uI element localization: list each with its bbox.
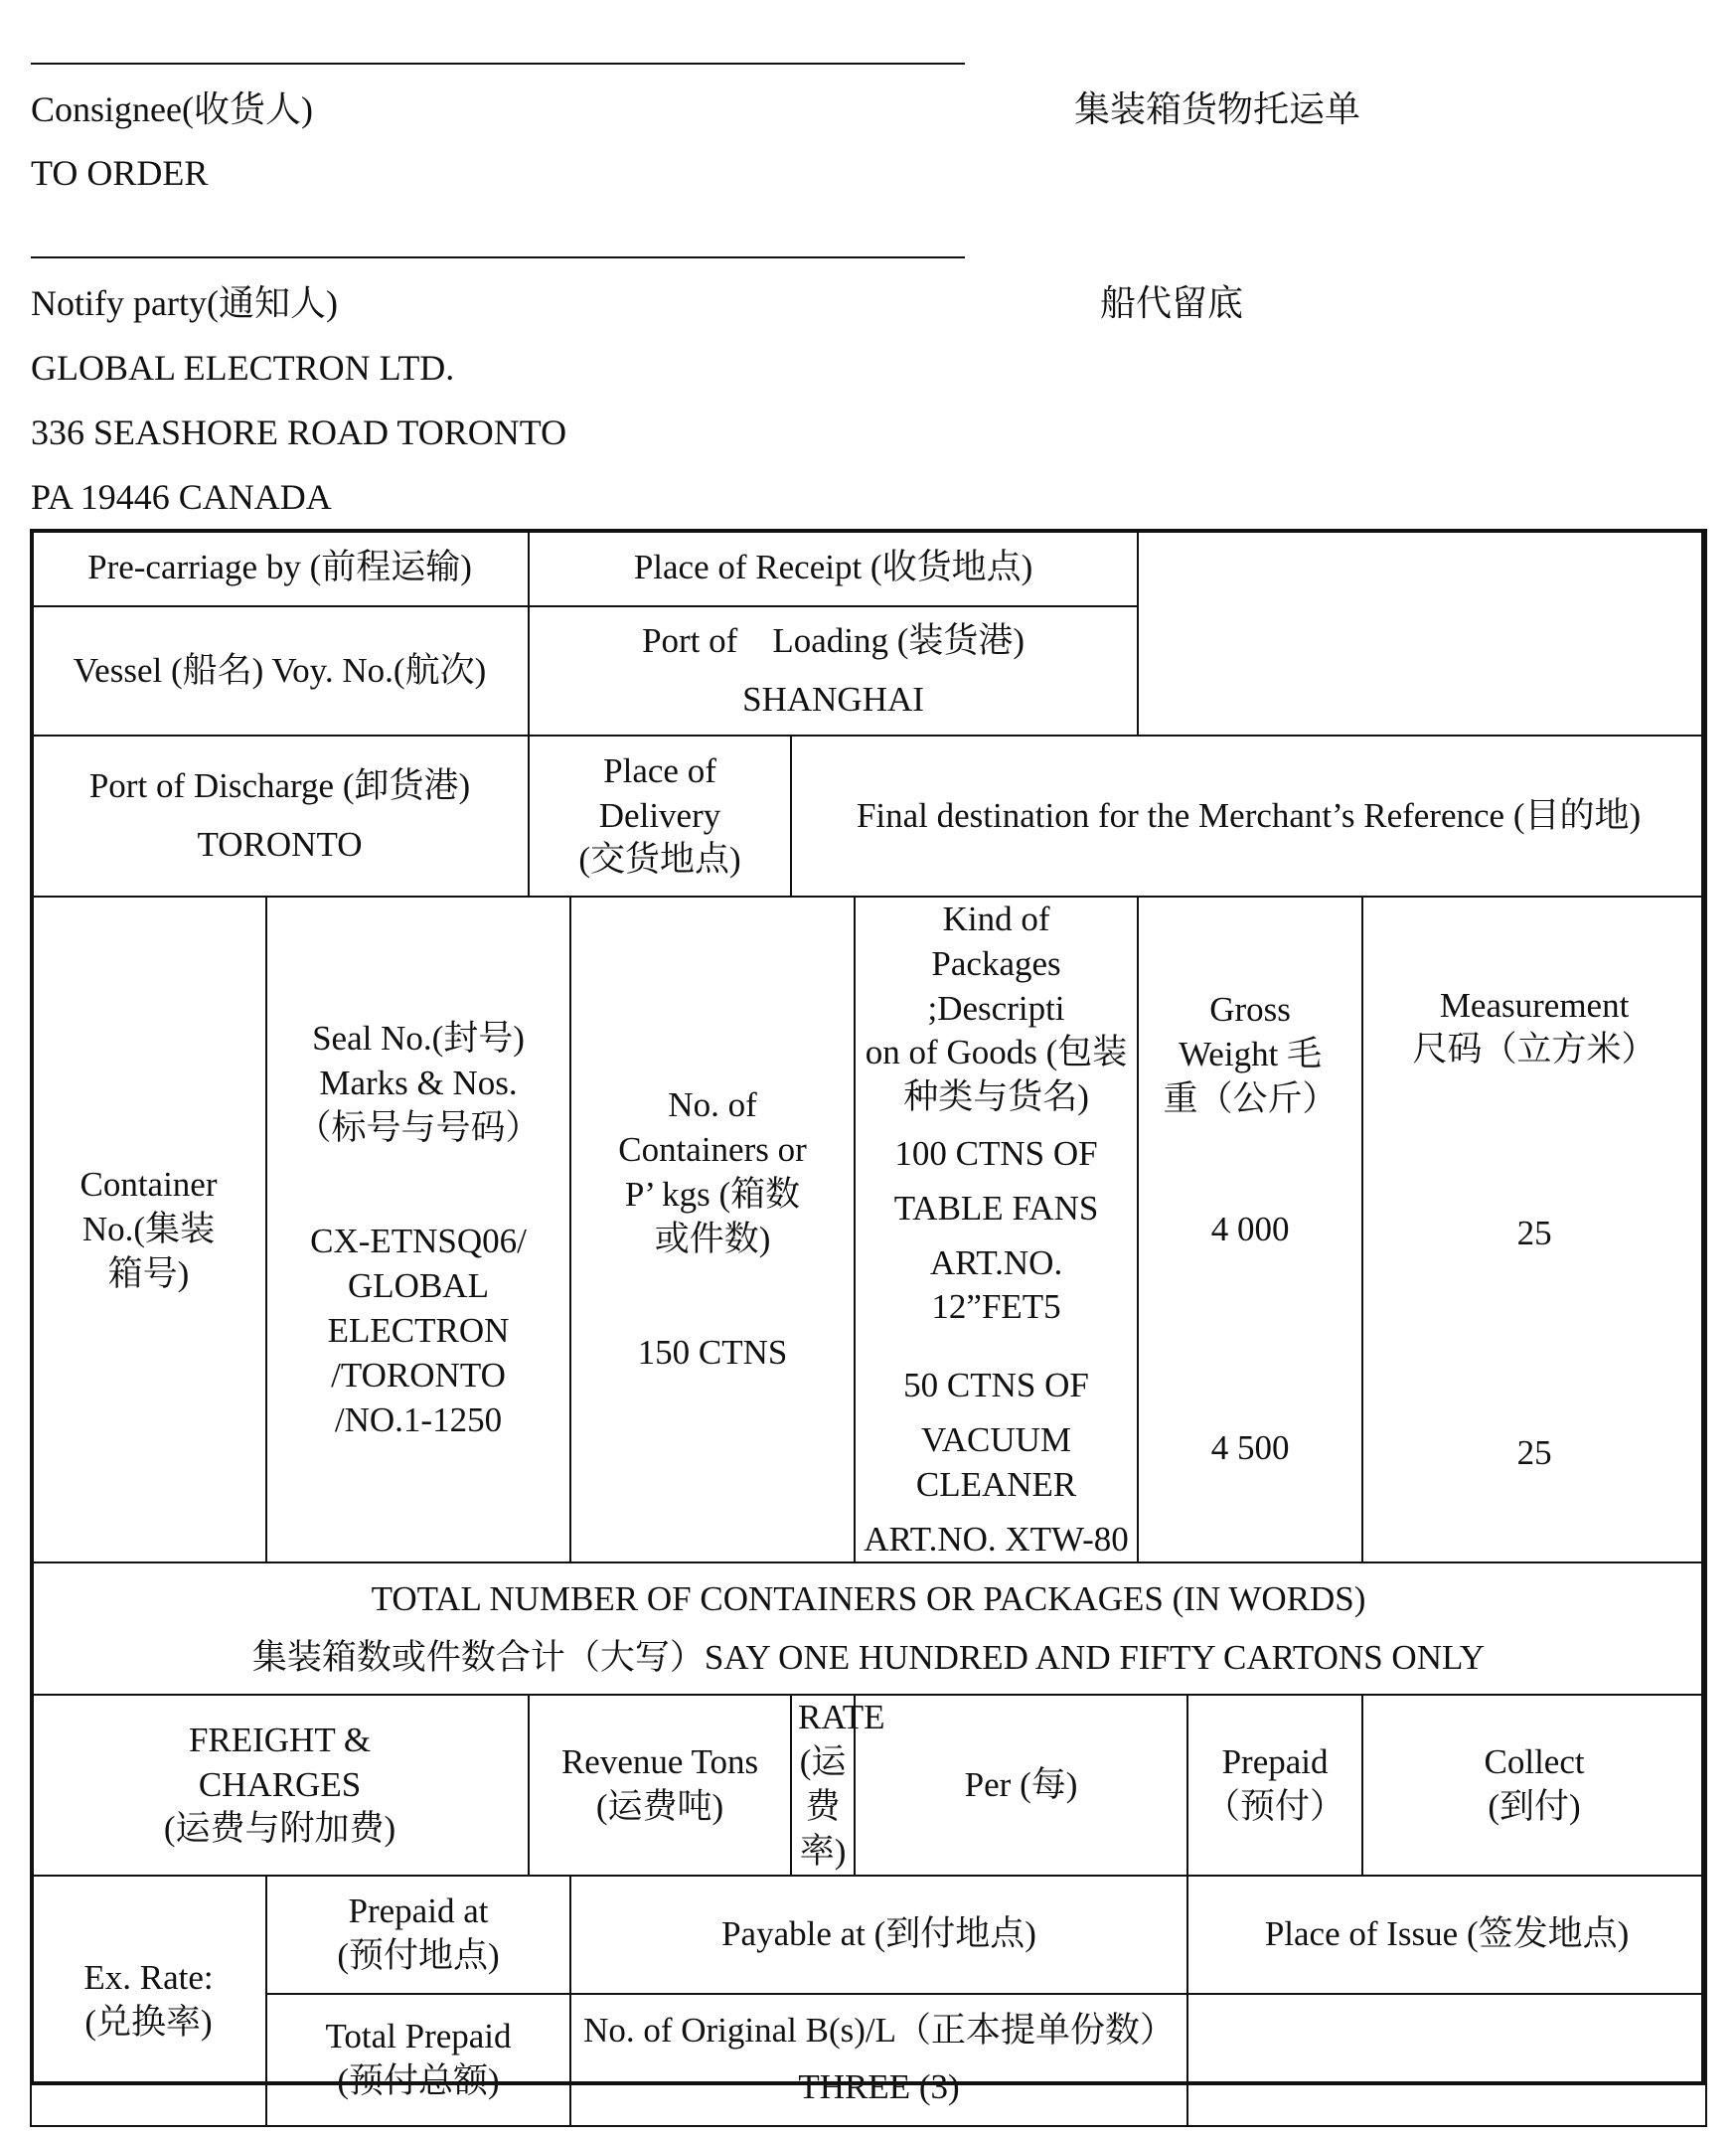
packages-header-line: 或件数) (654, 1219, 771, 1258)
revenue-tons-line: Revenue Tons (560, 1742, 759, 1782)
place-of-delivery-line: Place of (603, 750, 716, 790)
place-of-issue-cell (1187, 1876, 1706, 1994)
port-of-discharge-label: Port of Discharge (卸货港) (88, 766, 471, 806)
revenue-tons-line: (运费吨) (595, 1786, 724, 1826)
rate-cell (791, 1695, 885, 1875)
packages-header-line: Containers or (618, 1129, 807, 1169)
kind-header-line: on of Goods (包装 (865, 1033, 1128, 1072)
consignee-label: Consignee(收货人) (31, 89, 313, 129)
pre-carriage-label: Pre-carriage by (前程运输) (87, 548, 472, 587)
bill-of-lading-table (30, 529, 1707, 2127)
rate-line: (运费率) (799, 1742, 847, 1871)
payable-at-cell (570, 1876, 1187, 1994)
measurement-cell (1362, 897, 1706, 1562)
kind-header-line: 种类与货名) (903, 1077, 1089, 1117)
prepaid-at-cell (266, 1876, 570, 1994)
measurement-value-1: 25 (1516, 1214, 1552, 1253)
total-packages-in-words: 集装箱数或件数合计（大写）SAY ONE HUNDRED AND FIFTY CARTONS ONLY (251, 1637, 1486, 1677)
prepaid-cell (1187, 1695, 1362, 1875)
marks-line: CX-ETNSQ06/ (310, 1222, 527, 1261)
gross-weight-header-line: Weight 毛 (1179, 1034, 1323, 1073)
gross-weight-header-line: 重（公斤） (1163, 1078, 1338, 1118)
gross-weight-value-2: 4 500 (1210, 1428, 1290, 1468)
prepaid-line: （预付） (1205, 1786, 1345, 1826)
freight-charges-line: CHARGES (198, 1764, 362, 1804)
container-no-line: No.(集装 (81, 1209, 216, 1248)
gross-weight-value-1: 4 000 (1210, 1209, 1290, 1248)
gross-weight-header-line: Gross (1209, 990, 1291, 1030)
packages-header-line: P’ kgs (箱数 (624, 1174, 801, 1214)
freight-charges-line: (运费与附加费) (163, 1809, 396, 1849)
notify-label: Notify party(通知人) (31, 283, 338, 323)
freight-charges-cell (31, 1695, 529, 1875)
total-packages-label: TOTAL NUMBER OF CONTAINERS OR PACKAGES (IN WORDS) (371, 1579, 1366, 1619)
goods-item-1-line: 100 CTNS OF (894, 1133, 1098, 1173)
pre-carriage-cell (31, 530, 529, 606)
place-of-receipt-cell (529, 530, 1138, 606)
per-cell (855, 1695, 1187, 1875)
freight-charges-line: FREIGHT & (188, 1720, 372, 1759)
marks-line: ELECTRON (327, 1310, 510, 1350)
place-of-receipt-label: Place of Receipt (收货地点) (633, 548, 1033, 587)
notify-line-3: PA 19446 CANADA (31, 477, 332, 517)
goods-item-2-line: CLEANER (915, 1464, 1077, 1504)
gross-weight-cell (1138, 897, 1362, 1562)
port-of-loading-label: Port of Loading (装货港) (642, 621, 1026, 661)
container-no-line: 箱号) (107, 1253, 190, 1293)
original-bl-value: THREE (3) (798, 2067, 960, 2107)
ex-rate-line: Ex. Rate: (83, 1957, 214, 1997)
document-title: 集装箱货物托运单 (1074, 89, 1361, 129)
kind-of-packages-cell (855, 897, 1138, 1562)
seal-marks-header-line: Marks & Nos. (319, 1063, 518, 1102)
seal-marks-cell (266, 897, 570, 1562)
packages-header-line: No. of (668, 1085, 757, 1125)
blank-header-cell (1138, 530, 1706, 736)
revenue-tons-cell (529, 1695, 791, 1875)
copy-note: 船代留底 (1100, 283, 1244, 323)
place-of-delivery-cell (529, 736, 791, 897)
notify-line-2: 336 SEASHORE ROAD TORONTO (31, 412, 567, 452)
port-of-loading-cell (529, 606, 1138, 736)
seal-marks-header-line: （标号与号码） (296, 1107, 541, 1147)
original-bl-cell (570, 1994, 1187, 2126)
place-of-delivery-line: Delivery (598, 795, 721, 835)
collect-line: Collect (1484, 1742, 1585, 1782)
goods-item-1-line: TABLE FANS (893, 1188, 1099, 1228)
port-of-discharge-cell (31, 736, 529, 897)
vessel-label: Vessel (船名) Voy. No.(航次) (73, 650, 487, 690)
original-bl-label: No. of Original B(s)/L（正本提单份数） (583, 2011, 1176, 2051)
marks-line: GLOBAL (348, 1266, 489, 1306)
container-no-cell (31, 897, 266, 1562)
per-label: Per (每) (964, 1764, 1078, 1804)
goods-item-2-line: VACUUM (921, 1419, 1072, 1459)
vessel-cell (31, 606, 529, 736)
total-prepaid-line: (预付总额) (337, 2061, 500, 2101)
kind-header-line: Packages ;Descripti (927, 943, 1065, 1028)
goods-item-2-line: 50 CTNS OF (903, 1366, 1089, 1405)
port-of-discharge-value: TORONTO (197, 825, 363, 864)
packages-value: 150 CTNS (637, 1333, 788, 1373)
total-prepaid-cell (266, 1994, 570, 2126)
collect-cell (1362, 1695, 1706, 1875)
goods-item-1-line: ART.NO. 12”FET5 (929, 1242, 1063, 1327)
rate-line: RATE (798, 1698, 885, 1737)
notify-top-rule (31, 256, 965, 258)
port-of-loading-value: SHANGHAI (742, 680, 924, 719)
marks-line: /TORONTO (331, 1355, 506, 1395)
collect-line: (到付) (1488, 1786, 1581, 1826)
prepaid-line: Prepaid (1221, 1742, 1329, 1782)
place-of-issue-label: Place of Issue (签发地点) (1264, 1913, 1630, 1953)
ex-rate-cell (31, 1876, 266, 2126)
payable-at-label: Payable at (到付地点) (721, 1913, 1036, 1953)
goods-item-2-line: ART.NO. XTW-80 (864, 1519, 1129, 1559)
ex-rate-line: (兑换率) (84, 2002, 213, 2042)
prepaid-at-line: Prepaid at (348, 1891, 489, 1931)
consignee-top-rule (31, 63, 965, 65)
marks-line: /NO.1-1250 (334, 1399, 503, 1439)
place-of-delivery-line: (交货地点) (578, 840, 741, 880)
measurement-value-2: 25 (1516, 1432, 1552, 1472)
measurement-header-line: 尺码（立方米） (1412, 1030, 1657, 1069)
final-destination-label: Final destination for the Merchant’s Reference (目的地) (856, 795, 1642, 835)
final-destination-cell (791, 736, 1706, 897)
total-packages-cell (31, 1562, 1706, 1695)
blank-issue-cell (1187, 1994, 1706, 2126)
measurement-header-line: Measurement (1439, 985, 1630, 1025)
consignee-value: TO ORDER (31, 153, 209, 193)
prepaid-at-line: (预付地点) (337, 1936, 500, 1976)
notify-line-1: GLOBAL ELECTRON LTD. (31, 348, 455, 388)
seal-marks-header-line: Seal No.(封号) (312, 1018, 525, 1058)
container-no-line: Container (79, 1164, 218, 1204)
kind-header-line: Kind of (942, 900, 1050, 938)
total-prepaid-line: Total Prepaid (325, 2017, 512, 2056)
packages-cell (570, 897, 855, 1562)
